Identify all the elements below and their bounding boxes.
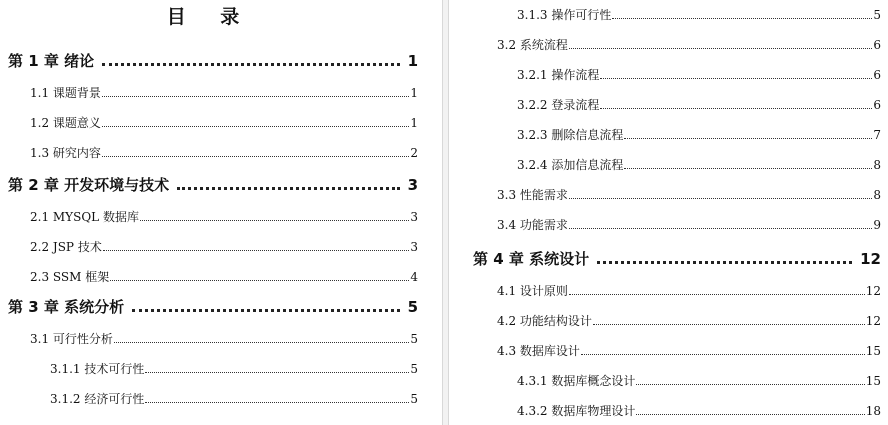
toc-leader-dots (102, 117, 409, 127)
toc-page-number: 6 (873, 98, 881, 112)
toc-leader-dots (177, 177, 399, 190)
toc-entry-label: 3.2.2 登录流程 (517, 98, 600, 112)
toc-entry-section[interactable] (497, 216, 881, 233)
toc-leader-dots (581, 345, 865, 355)
toc-leader-dots (636, 405, 864, 415)
toc-page-number: 12 (865, 284, 881, 298)
toc-leader-dots (110, 271, 409, 281)
toc-leader-dots (145, 393, 409, 403)
toc-page-left (0, 0, 440, 425)
toc-entry-label: 第 4 章 系统设计 (473, 250, 590, 268)
toc-leader-dots (636, 375, 864, 385)
toc-entry-label: 4.1 设计原则 (497, 284, 568, 298)
toc-entry-section[interactable] (30, 208, 418, 225)
toc-leader-dots (593, 315, 865, 325)
toc-entry-section[interactable] (30, 330, 418, 347)
toc-page-number: 1 (410, 116, 418, 130)
toc-entry-label: 4.3.1 数据库概念设计 (517, 374, 636, 388)
toc-entry-label: 4.3 数据库设计 (497, 344, 580, 358)
toc-entry-label: 3.4 功能需求 (497, 218, 568, 232)
toc-entry-label: 3.3 性能需求 (497, 188, 568, 202)
toc-page-number: 9 (873, 218, 881, 232)
toc-entry-label: 1.3 研究内容 (30, 146, 101, 160)
toc-entry-label: 4.3.2 数据库物理设计 (517, 404, 636, 418)
toc-entry-label: 3.2.4 添加信息流程 (517, 158, 624, 172)
toc-page-number: 6 (873, 38, 881, 52)
toc-leader-dots (597, 251, 852, 264)
toc-entry-label: 2.3 SSM 框架 (30, 270, 110, 284)
toc-leader-dots (145, 363, 409, 373)
toc-page-number: 4 (410, 270, 418, 284)
toc-leader-dots (600, 69, 872, 79)
toc-entry-label: 2.1 MYSQL 数据库 (30, 210, 139, 224)
toc-leader-dots (569, 219, 872, 229)
toc-page-number: 8 (873, 188, 881, 202)
toc-page-number: 7 (873, 128, 881, 142)
toc-entry-section[interactable] (30, 144, 418, 161)
toc-entry-section[interactable] (30, 114, 418, 131)
toc-leader-dots (140, 211, 409, 221)
toc-entry-label: 3.1.2 经济可行性 (50, 392, 145, 406)
toc-entry-chapter[interactable] (473, 248, 881, 269)
toc-entry-label: 3.1.3 操作可行性 (517, 8, 612, 22)
toc-page-number: 12 (860, 250, 881, 268)
toc-leader-dots (569, 285, 865, 295)
toc-entry-chapter[interactable] (8, 50, 418, 71)
toc-leader-dots (102, 147, 409, 157)
toc-leader-dots (103, 241, 410, 251)
toc-page-number: 5 (873, 8, 881, 22)
toc-entry-subsection[interactable] (517, 96, 881, 113)
toc-entry-label: 第 3 章 系统分析 (8, 298, 125, 316)
toc-leader-dots (132, 299, 399, 312)
toc-entry-subsection[interactable] (517, 372, 881, 389)
toc-page-number: 2 (410, 146, 418, 160)
toc-entry-section[interactable] (30, 268, 418, 285)
toc-entry-subsection[interactable] (517, 156, 881, 173)
toc-entry-section[interactable] (497, 312, 881, 329)
toc-page-number: 3 (410, 210, 418, 224)
toc-leader-dots (612, 9, 872, 19)
toc-page-number: 12 (865, 314, 881, 328)
toc-page-number: 3 (410, 240, 418, 254)
toc-entry-subsection[interactable] (50, 390, 418, 407)
toc-entry-label: 2.2 JSP 技术 (30, 240, 102, 254)
toc-entry-section[interactable] (497, 36, 881, 53)
toc-entry-subsection[interactable] (517, 402, 881, 419)
toc-entry-section[interactable] (497, 282, 881, 299)
toc-entry-section[interactable] (497, 342, 881, 359)
page-divider (442, 0, 449, 425)
toc-entry-label: 4.2 功能结构设计 (497, 314, 592, 328)
toc-page-number: 5 (410, 362, 418, 376)
toc-page-number: 5 (410, 392, 418, 406)
toc-entry-chapter[interactable] (8, 296, 418, 317)
toc-entry-label: 3.1 可行性分析 (30, 332, 113, 346)
toc-leader-dots (102, 87, 409, 97)
toc-entry-label: 第 2 章 开发环境与技术 (8, 176, 170, 194)
toc-leader-dots (569, 39, 872, 49)
toc-entry-label: 3.1.1 技术可行性 (50, 362, 145, 376)
toc-page-number: 1 (407, 52, 418, 70)
toc-page-number: 3 (407, 176, 418, 194)
toc-page-number: 18 (865, 404, 881, 418)
toc-title: 目 录 (166, 6, 254, 28)
toc-page-number: 5 (407, 298, 418, 316)
toc-page-number: 1 (410, 86, 418, 100)
toc-entry-subsection[interactable] (517, 66, 881, 83)
toc-entry-label: 1.2 课题意义 (30, 116, 101, 130)
toc-entry-chapter[interactable] (8, 174, 418, 195)
toc-entry-subsection[interactable] (517, 126, 881, 143)
toc-leader-dots (569, 189, 872, 199)
toc-leader-dots (624, 159, 872, 169)
toc-entry-section[interactable] (497, 186, 881, 203)
toc-page-right (449, 0, 888, 425)
toc-leader-dots (114, 333, 409, 343)
toc-entry-label: 1.1 课题背景 (30, 86, 101, 100)
toc-leader-dots (102, 53, 399, 66)
toc-entry-label: 第 1 章 绪论 (8, 52, 95, 70)
toc-leader-dots (600, 99, 872, 109)
toc-entry-section[interactable] (30, 238, 418, 255)
toc-page-number: 6 (873, 68, 881, 82)
toc-entry-label: 3.2 系统流程 (497, 38, 568, 52)
toc-page-number: 8 (873, 158, 881, 172)
toc-entry-subsection[interactable] (50, 360, 418, 377)
toc-entry-label: 3.2.1 操作流程 (517, 68, 600, 82)
toc-page-number: 15 (865, 344, 881, 358)
toc-entry-section[interactable] (30, 84, 418, 101)
toc-leader-dots (624, 129, 872, 139)
toc-page-number: 15 (865, 374, 881, 388)
toc-page-number: 5 (410, 332, 418, 346)
toc-entry-label: 3.2.3 删除信息流程 (517, 128, 624, 142)
toc-entry-subsection[interactable] (517, 6, 881, 23)
